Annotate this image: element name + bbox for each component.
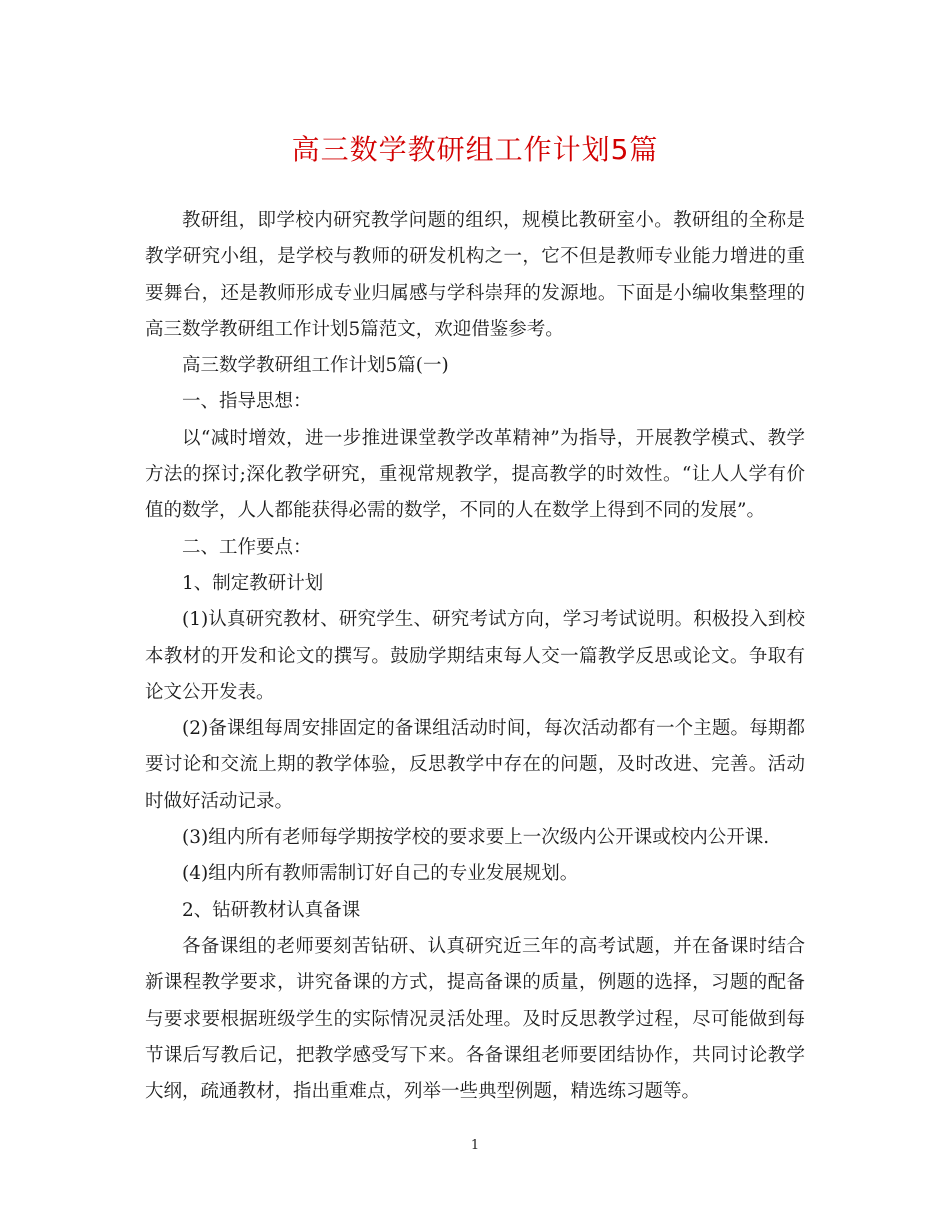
intro-paragraph: 教研组，即学校内研究教学问题的组织，规模比教研室小。教研组的全称是教学研究小组，是学校与教师的研发机构之一，它不但是教师专业能力增进的重要舞台，还是教师形成专业归属感与学科崇拜的发源地。下面是小编收集整理的高三数学教研组工作计划5篇范文，欢迎借鉴参考。 [145,210,805,340]
heading-guiding-thought: 一、指导思想： [182,391,312,413]
heading-research-plan: 1、制定教研计划 [182,572,324,594]
list-item: (1)认真研究教材、研究学生、研究考试方向，学习考试说明。积极投入到校本教材的开发和论文的撰写。鼓励学期结束每人交一篇教学反思或论文。争取有论文公开发表。 [145,609,805,703]
document-title: 高三数学教研组工作计划5篇 [291,133,659,166]
heading-work-points: 二、工作要点： [182,536,312,558]
heading-lesson-prep: 2、钻研教材认真备课 [182,899,361,921]
page-number: 1 [470,1138,480,1153]
document-body [145,203,805,1110]
paragraph: 各备课组的老师要刻苦钻研、认真研究近三年的高考试题，并在备课时结合新课程教学要求，讲究备课的方式，提高备课的质量，例题的选择，习题的配备与要求要根据班级学生的实际情况灵活处理。及时反思教学过程，尽可能做到每节课后写教后记，把教学感受写下来。各备课组老师要团结协作，共同讨论教学大纲，疏通教材，指出重难点，列举一些典型例题，精选练习题等。 [145,935,805,1103]
list-item: (4)组内所有教师需制订好自己的专业发展规划。 [182,863,579,885]
section-heading: 高三数学教研组工作计划5篇(一) [182,355,449,377]
paragraph: 以“减时增效，进一步推进课堂教学改革精神”为指导，开展教学模式、教学方法的探讨;深化教学研究，重视常规教学，提高教学的时效性。“让人人学有价值的数学，人人都能获得必需的数学，不同的人在数学上得到不同的发展”。 [145,427,805,522]
list-item: (2)备课组每周安排固定的备课组活动时间，每次活动都有一个主题。每期都要讨论和交流上期的教学体验，反思教学中存在的问题，及时改进、完善。活动时做好活动记录。 [145,718,805,812]
list-item: (3)组内所有老师每学期按学校的要求要上一次级内公开课或校内公开课. [182,827,770,849]
